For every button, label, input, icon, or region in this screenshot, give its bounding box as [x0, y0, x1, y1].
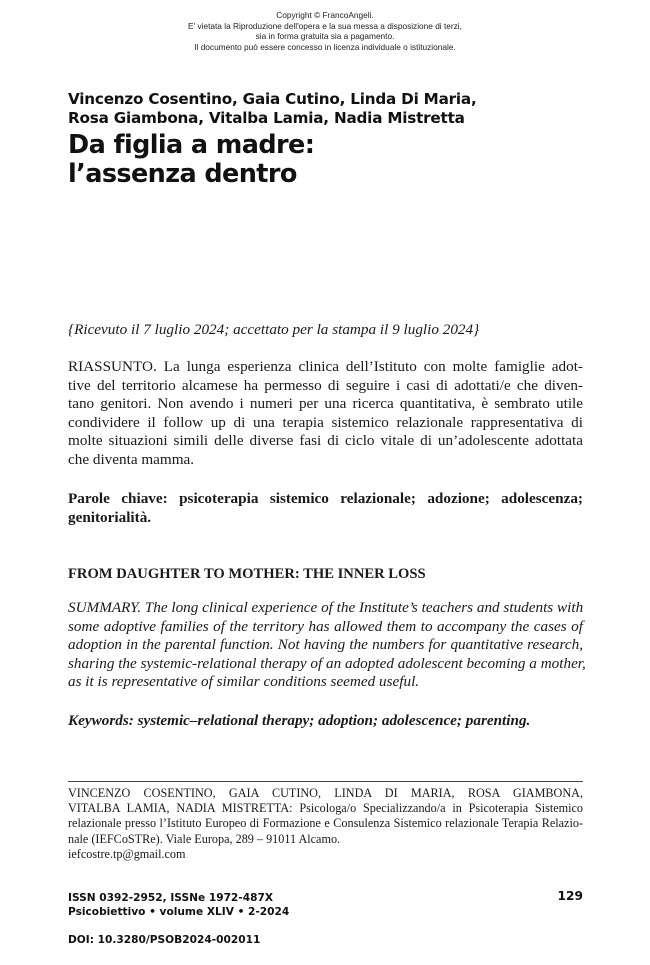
- authors-line: Vincenzo Cosentino, Gaia Cutino, Linda Di Maria,: [68, 90, 477, 108]
- article-title: [68, 131, 588, 189]
- affiliation-line: relazionale presso l’Istituto Europeo di Formazione e Consulenza Sistemico relazionale Terapia Relazio-: [68, 816, 583, 831]
- abstract-line: tive del territorio alcamese ha permesso di seguire i casi di adottati/e che diven-: [68, 376, 583, 394]
- doi: DOI: 10.3280/PSOB2024-002011: [68, 934, 261, 946]
- abstract-line: condividere il follow up di una terapia sistemico relazionale rappresentativa di: [68, 413, 583, 431]
- affiliation-line: VINCENZO COSENTINO, GAIA CUTINO, LINDA DI MARIA, ROSA GIAMBONA,: [68, 786, 583, 800]
- received-dates: {Ricevuto il 7 luglio 2024; accettato per la stampa il 9 luglio 2024}: [68, 321, 480, 338]
- copyright-line: Copyright © FrancoAngeli.: [276, 10, 374, 20]
- authors-line: Rosa Giambona, Vitalba Lamia, Nadia Mistretta: [68, 109, 465, 127]
- abstract-italian: [68, 358, 583, 470]
- keywords-english: Keywords: systemic–relational therapy; adoption; adolescence; parenting.: [68, 712, 531, 729]
- abstract-line: tano genitori. Non avendo i numeri per una ricerca quantitativa, è sembrato utile: [68, 395, 583, 413]
- abstract-line: RIASSUNTO. La lunga esperienza clinica dell’Istituto con molte famiglie adot-: [68, 358, 583, 375]
- summary-line: sharing the systemic-relational therapy of an adopted adolescent becoming a mother,: [68, 654, 586, 672]
- keywords-line: Parole chiave: psicoterapia sistemico relazionale; adozione; adolescenza;: [68, 490, 583, 507]
- article-authors: [68, 90, 588, 128]
- journal-info: Psicobiettivo • volume XLIV • 2-2024: [68, 906, 290, 918]
- summary-line: as it is representative of similar conditions seemed useful.: [68, 673, 420, 691]
- author-affiliation: [68, 786, 583, 862]
- summary-english: [68, 599, 586, 692]
- summary-line: SUMMARY. The long clinical experience of the Institute’s teachers and students with: [68, 599, 584, 616]
- english-title: FROM DAUGHTER TO MOTHER: THE INNER LOSS: [68, 566, 426, 582]
- title-line: Da figlia a madre:: [68, 130, 315, 160]
- affiliation-line: nale (IEFCoSTRe). Viale Europa, 289 – 91011 Alcamo.: [68, 831, 341, 846]
- author-email: iefcostre.tp@gmail.com: [68, 846, 186, 861]
- keywords-line: genitorialità.: [68, 508, 152, 526]
- copyright-line: E' vietata la Riproduzione dell'opera e la sua messa a disposizione di terzi,: [188, 20, 462, 31]
- affiliation-line: VITALBA LAMIA, NADIA MISTRETTA: Psicologa/o Specializzando/a in Psicoterapia Sistemico: [68, 801, 583, 816]
- footnote-divider: [68, 781, 583, 782]
- abstract-line: molte situazioni simili delle diverse fasi di ciclo vitale di un’adolescente adottata: [68, 432, 583, 450]
- summary-line: some adoptive families of the territory has allowed them to accompany the cases of: [68, 617, 583, 635]
- title-line: l’assenza dentro: [68, 159, 297, 189]
- keywords-italian: [68, 490, 583, 527]
- copyright-line: Il documento può essere concesso in licenza individuale o istituzionale.: [194, 41, 456, 52]
- abstract-line: che diventa mamma.: [68, 450, 195, 468]
- page-number: 129: [557, 889, 583, 903]
- copyright-line: sia in forma gratuita sia a pagamento.: [255, 31, 395, 42]
- copyright-notice: [0, 10, 650, 52]
- issn: ISSN 0392-2952, ISSNe 1972-487X: [68, 892, 273, 904]
- summary-line: adoption in the parental function. Not having the numbers for quantitative research,: [68, 636, 583, 654]
